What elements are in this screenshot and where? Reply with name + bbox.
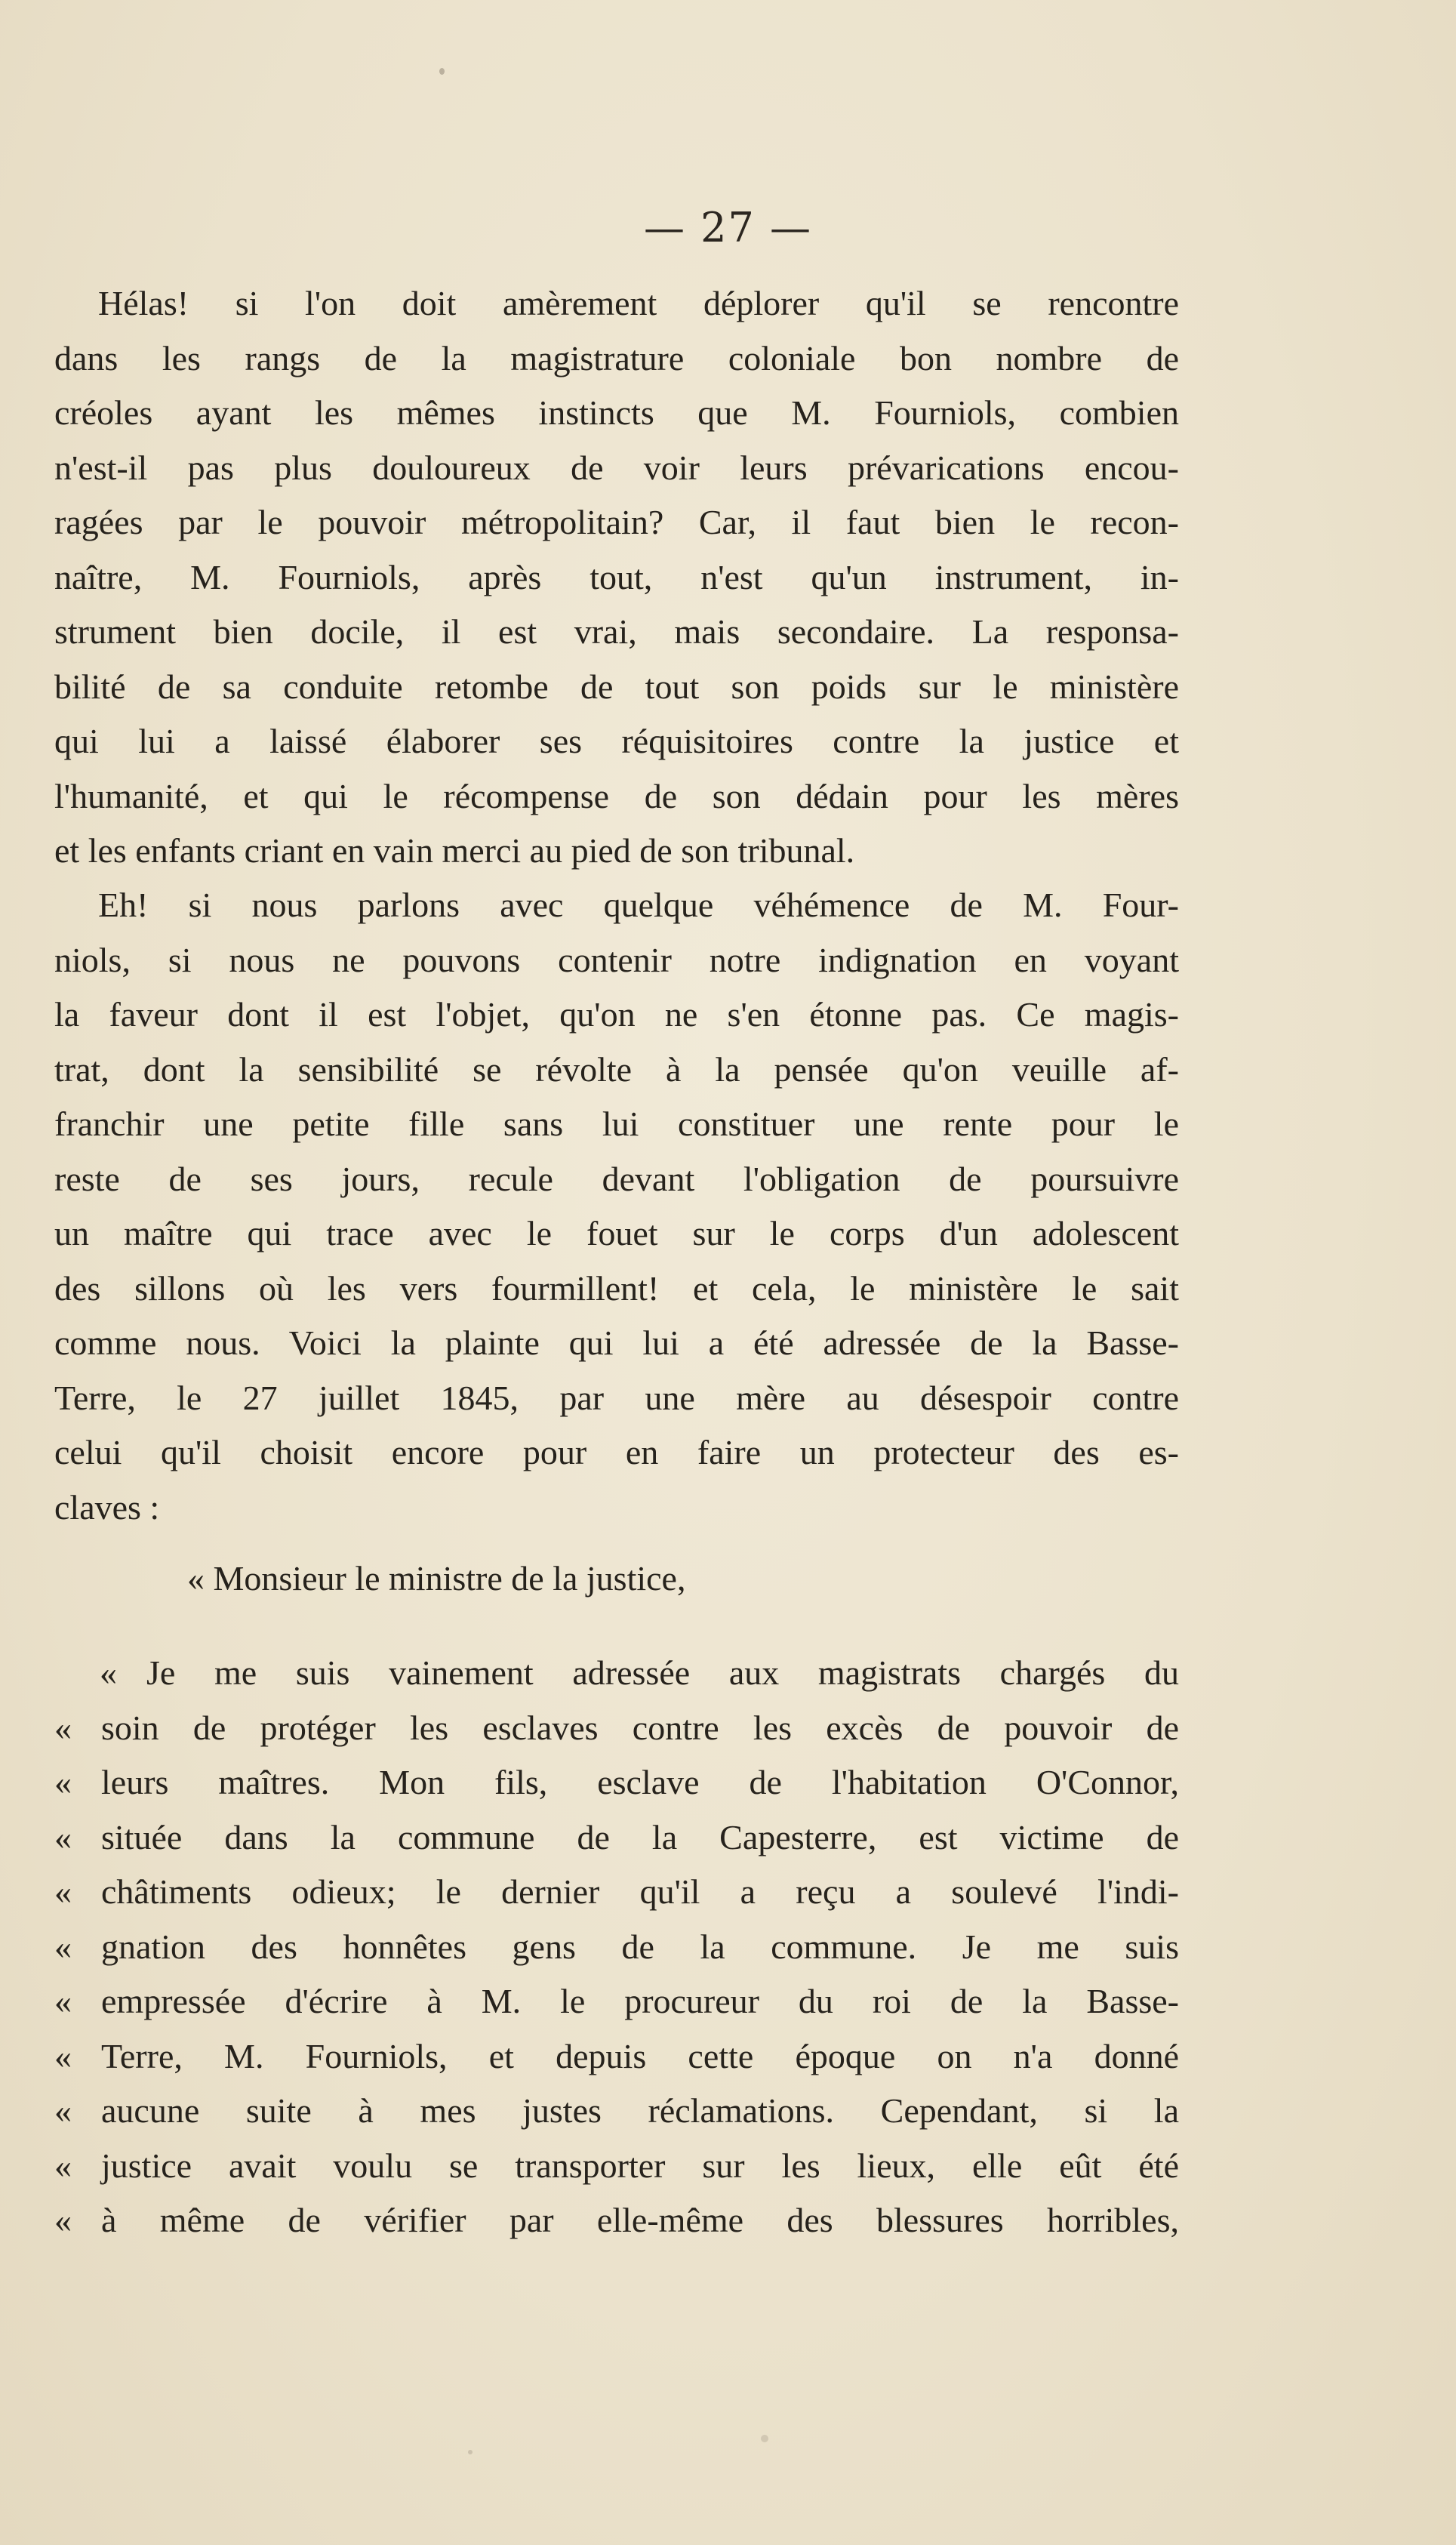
letter-line bbox=[54, 2029, 1179, 2084]
letter-line bbox=[54, 1920, 1179, 1975]
letter-line-text: à même de vérifier par elle-même des blessures horribles, bbox=[101, 2201, 1179, 2239]
quote-mark: « bbox=[54, 1817, 72, 1856]
paragraph-line: Eh! si nous parlons avec quelque véhémence de M. Four- bbox=[98, 886, 1179, 924]
quoted-letter bbox=[54, 1646, 1179, 2248]
quote-mark: « bbox=[54, 2091, 72, 2130]
quote-mark: « bbox=[54, 1872, 72, 1911]
letter-line-text: justice avait voulu se transporter sur les lieux, elle eût été bbox=[101, 2146, 1179, 2185]
quote-mark: « bbox=[54, 1708, 72, 1747]
paragraph-line: un maître qui trace avec le fouet sur le corps d'un adolescent bbox=[54, 1214, 1179, 1252]
paragraph-line: franchir une petite fille sans lui constituer une rente pour le bbox=[54, 1105, 1179, 1143]
paragraph-line: qui lui a laissé élaborer ses réquisitoires contre la justice et bbox=[54, 722, 1179, 760]
paragraph-line: Terre, le 27 juillet 1845, par une mère au désespoir contre bbox=[54, 1378, 1179, 1417]
paragraph-line: n'est-il pas plus douloureux de voir leurs prévarications encou- bbox=[54, 448, 1179, 487]
letter-line bbox=[54, 1755, 1179, 1810]
letter-line-text: gnation des honnêtes gens de la commune. Je me suis bbox=[101, 1927, 1179, 1966]
letter-line bbox=[54, 1810, 1179, 1866]
paragraph-1 bbox=[54, 276, 1179, 879]
quote-mark: « bbox=[54, 1982, 72, 2020]
paragraph-line: l'humanité, et qui le récompense de son dédain pour les mères bbox=[54, 776, 1179, 815]
quote-mark: « bbox=[54, 1927, 72, 1966]
paragraph-line: comme nous. Voici la plainte qui lui a été adressée de la Basse- bbox=[54, 1323, 1179, 1362]
letter-line bbox=[54, 1974, 1179, 2029]
letter-line bbox=[54, 2084, 1179, 2139]
paragraph-line: naître, M. Fourniols, après tout, n'est qu'un instrument, in- bbox=[54, 557, 1179, 596]
paragraph-line: ragées par le pouvoir métropolitain? Car, il faut bien le recon- bbox=[54, 503, 1179, 541]
quote-mark: « bbox=[54, 1763, 72, 1801]
letter-line-text: empressée d'écrire à M. le procureur du roi de la Basse- bbox=[101, 1982, 1179, 2020]
letter-line-text: leurs maîtres. Mon fils, esclave de l'habitation O'Connor, bbox=[101, 1763, 1179, 1801]
paper-speck bbox=[761, 2435, 768, 2442]
letter-line-text: Terre, M. Fourniols, et depuis cette époque on n'a donné bbox=[101, 2036, 1179, 2075]
letter-line-text: située dans la commune de la Capesterre, est victime de bbox=[101, 1817, 1179, 1856]
paragraph-line: dans les rangs de la magistrature coloniale bon nombre de bbox=[54, 338, 1179, 377]
paragraph-line: la faveur dont il est l'objet, qu'on ne s'en étonne pas. Ce magis- bbox=[54, 995, 1179, 1034]
letter-line-text: aucune suite à mes justes réclamations. Cependant, si la bbox=[101, 2091, 1179, 2130]
paragraph-line: Hélas! si l'on doit amèrement déplorer qu'il se rencontre bbox=[98, 284, 1179, 322]
paragraph-line: reste de ses jours, recule devant l'obligation de poursuivre bbox=[54, 1159, 1179, 1198]
paragraph-line: strument bien docile, il est vrai, mais secondaire. La responsa- bbox=[54, 612, 1179, 651]
page-number: — 27 — bbox=[643, 204, 813, 251]
letter-salutation: « Monsieur le ministre de la justice, bbox=[187, 1559, 686, 1598]
paragraph-line: créoles ayant les mêmes instincts que M. Fourniols, combien bbox=[54, 393, 1179, 432]
letter-line bbox=[100, 1646, 1179, 1701]
letter-line bbox=[54, 2193, 1179, 2248]
paragraph-line: et les enfants criant en vain merci au pied de son tribunal. bbox=[54, 831, 855, 870]
paragraph-line: claves : bbox=[54, 1487, 160, 1527]
letter-line-text: Je me suis vainement adressée aux magistrats chargés du bbox=[146, 1653, 1179, 1692]
letter-line-text: châtiments odieux; le dernier qu'il a reçu a soulevé l'indi- bbox=[101, 1872, 1179, 1911]
letter-line-text: soin de protéger les esclaves contre les excès de pouvoir de bbox=[101, 1708, 1179, 1747]
paragraph-line: des sillons où les vers fourmillent! et cela, le ministère le sait bbox=[54, 1268, 1179, 1308]
quote-mark: « bbox=[100, 1653, 117, 1692]
paper-speck bbox=[439, 68, 445, 75]
quote-mark: « bbox=[54, 2146, 72, 2185]
paper-speck bbox=[468, 2450, 473, 2454]
paragraph-line: bilité de sa conduite retombe de tout son poids sur le ministère bbox=[54, 667, 1179, 706]
quote-mark: « bbox=[54, 2036, 72, 2075]
paragraph-line: trat, dont la sensibilité se révolte à la pensée qu'on veuille af- bbox=[54, 1049, 1179, 1089]
paragraph-2 bbox=[54, 878, 1179, 1535]
paragraph-line: celui qu'il choisit encore pour en faire un protecteur des es- bbox=[54, 1433, 1179, 1471]
paragraph-line: niols, si nous ne pouvons contenir notre indignation en voyant bbox=[54, 940, 1179, 979]
letter-line bbox=[54, 2139, 1179, 2194]
letter-line bbox=[54, 1865, 1179, 1920]
quote-mark: « bbox=[54, 2201, 72, 2239]
letter-line bbox=[54, 1701, 1179, 1756]
